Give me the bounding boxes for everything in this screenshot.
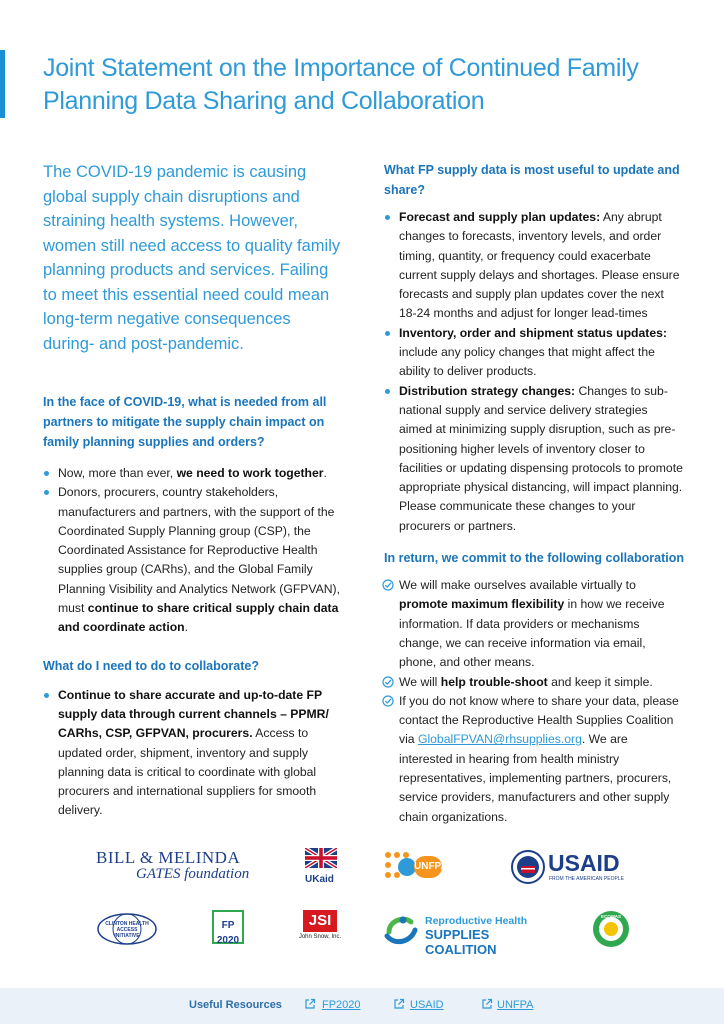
check-item [384, 673, 684, 692]
bold-text: we need to work together [176, 466, 324, 480]
external-link-icon [304, 998, 316, 1010]
ecowas-logo [592, 910, 630, 948]
logo-text: UNFPA [414, 856, 442, 878]
logo-text: BILL & MELINDA [96, 848, 241, 867]
partner-logos [0, 840, 724, 970]
bold-text: help trouble-shoot [440, 674, 548, 689]
bold-text: Forecast and supply plan updates: [399, 210, 601, 224]
logo-text: CLINTON HEALTH ACCESS INITIATIVE [105, 921, 149, 939]
intro-paragraph: The COVID-19 pandemic is causing global supply chain disruptions and straining health systems. However, women still need access to quality family planning products and services. Failing to meet this essential need could mean long-term negative consequences during- and post-pandemic. [43, 163, 341, 353]
check-circle-icon [382, 695, 394, 707]
data-list [384, 208, 684, 536]
list-item [43, 686, 343, 821]
footer-label: Useful Resources [189, 999, 282, 1011]
list-item [384, 382, 684, 536]
chai-logo [96, 912, 158, 946]
text: . [184, 620, 189, 635]
email-link[interactable]: GlobalFPVAN@rhsupplies.org [417, 732, 582, 747]
footer-resources [0, 988, 724, 1024]
list-item [43, 483, 343, 637]
section-heading-needs: In the face of COVID-19, what is needed from all partners to mitigate the supply chain impact on family planning supplies and orders? [43, 395, 327, 449]
section-heading-collaborate: What do I need to do to collaborate? [43, 658, 259, 673]
list-item [384, 324, 684, 382]
logo-text: FROM THE AMERICAN PEOPLE [549, 876, 624, 882]
unfpa-logo [384, 850, 464, 884]
right-column [384, 160, 684, 827]
rhsc-logo [383, 912, 558, 957]
text: If you do not know where to share your data, please contact the Reproductive Health Supplies Coalition via [399, 693, 679, 747]
page-title: Joint Statement on the Importance of Continued Family Planning Data Sharing and Collaboration [43, 54, 639, 115]
usaid-logo [511, 850, 631, 886]
logo-text: JSI [303, 910, 337, 932]
jsi-logo [296, 910, 344, 948]
text: We will [399, 674, 441, 689]
external-link-icon [481, 998, 493, 1010]
bold-text: continue to share critical supply chain data and coordinate action [58, 601, 339, 635]
ukaid-logo [305, 848, 337, 885]
text: . [323, 466, 327, 480]
title-accent-bar [0, 50, 5, 118]
text: We will make ourselves available virtually to [399, 578, 636, 593]
commit-list [384, 576, 684, 827]
bold-text: Inventory, order and shipment status updates: [399, 325, 667, 340]
union-flag-icon [305, 848, 337, 868]
text: Donors, procurers, country stakeholders, manufacturers and partners, with the support of the Coordinated Supply Planning group (CSP), the Coordinated Assistance for Reproductive Health supplies group (CARhs), and the Global Family Planning Visibility and Analytics Network (GFPVAN), must [58, 485, 341, 616]
bold-text: Distribution strategy changes: [399, 383, 576, 398]
check-item [384, 692, 684, 827]
logo-text: ECOWAS [600, 914, 621, 919]
text: in how we receive information. If data providers or mechanisms change, we can receive information via email, phone, and other means. [399, 597, 665, 670]
logo-text: SUPPLIES COALITION [425, 927, 497, 957]
text: include any policy changes that might affect the ability to deliver products. [399, 345, 655, 379]
list-item [43, 464, 343, 483]
text: . We are interested in hearing from health ministry representatives, implementing partners, procurers, service providers, manufacturers and other supply chain organizations. [399, 732, 672, 824]
logo-text: USAID [548, 850, 620, 876]
logo-text: John Snow, Inc. [298, 934, 342, 940]
rhsc-swirl-icon [383, 912, 419, 946]
section-heading-data: What FP supply data is most useful to update and share? [384, 163, 680, 197]
check-item [384, 576, 684, 672]
section-heading-commit: In return, we commit to the following collaboration [384, 551, 685, 566]
needs-list [43, 464, 343, 638]
usaid-seal-icon [511, 850, 545, 884]
list-item [384, 208, 684, 324]
text: Any abrupt changes to forecasts, inventory levels, and order timing, quantity, or frequency could exacerbate current supply delays and shortages. Please ensure forecasts and supply plan updates cover the next 18-24 months and adjust for longer lead-times [399, 210, 680, 321]
bold-text: promote maximum flexibility [399, 597, 565, 612]
bold-text: Continue to share accurate and up-to-date FP supply data through current channels – PPMR/ CARhs, CSP, GFPVAN, procurers. [58, 687, 329, 741]
fp2020-link[interactable]: FP2020 [322, 999, 361, 1011]
logo-text: GATES foundation [136, 866, 250, 882]
logo-text: Reproductive Health [425, 915, 528, 927]
text: Access to updated order, shipment, inventory and supply planning data is critical to coordinate with global procurers and international suppliers for smooth delivery. [58, 726, 317, 818]
fp2020-logo [212, 910, 244, 944]
left-column [43, 160, 343, 821]
external-link-icon [393, 998, 405, 1010]
logo-text: FP 2020 [216, 920, 240, 946]
text: and keep it simple. [547, 674, 653, 689]
unfpa-link[interactable]: UNFPA [497, 999, 534, 1011]
text: Changes to sub-national supply and service delivery strategies aimed at minimizing supply disruption, such as pre-positioning higher levels of inventory closer to facilities or updating dispensing protocols to promote appropriate physical distancing, will impact planning. Please communicate these changes to your procurers or partners. [399, 383, 683, 533]
text: Now, more than ever, [58, 466, 177, 480]
check-circle-icon [382, 579, 394, 591]
gates-foundation-logo [96, 848, 266, 883]
logo-text: UKaid [305, 874, 334, 885]
check-circle-icon [382, 676, 394, 688]
collaborate-list [43, 686, 343, 821]
usaid-link[interactable]: USAID [410, 999, 444, 1011]
